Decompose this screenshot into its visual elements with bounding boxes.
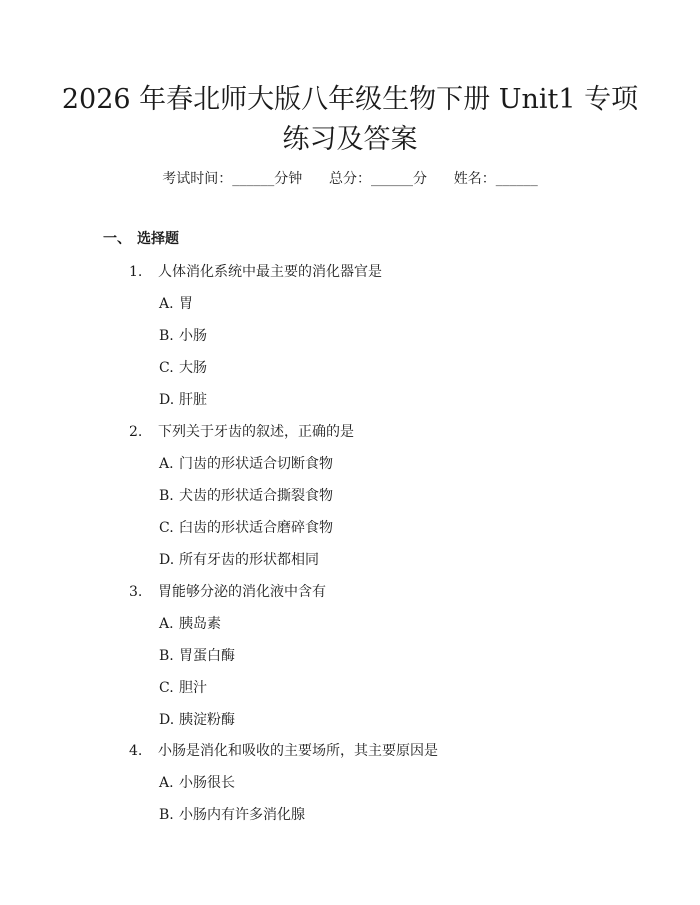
option-letter: C.: [159, 360, 174, 376]
option-text: 胃: [179, 296, 193, 312]
option-2a: [159, 453, 333, 473]
option-text: 门齿的形状适合切断食物: [179, 456, 333, 472]
question-text: 下列关于牙齿的叙述，正确的是: [158, 424, 354, 440]
option-text: 小肠很长: [179, 775, 235, 791]
option-4a: [159, 772, 235, 792]
question-number: 2.: [129, 424, 143, 440]
option-letter: A.: [159, 456, 174, 472]
option-4b: [159, 804, 305, 824]
option-text: 肝脏: [179, 392, 207, 408]
question-number: 4.: [129, 743, 143, 759]
option-text: 胰岛素: [179, 616, 221, 632]
option-letter: C.: [159, 680, 174, 696]
question-2: [129, 421, 354, 441]
option-letter: D.: [159, 712, 175, 728]
option-letter: B.: [159, 807, 174, 823]
option-letter: A.: [159, 296, 174, 312]
option-1d: [159, 389, 207, 409]
option-letter: C.: [159, 520, 174, 536]
option-letter: A.: [159, 775, 174, 791]
option-letter: B.: [159, 648, 174, 664]
exam-meta-line: 考试时间：______分钟 总分：______分 姓名：______: [162, 171, 538, 187]
section-heading: [103, 228, 179, 248]
option-text: 犬齿的形状适合撕裂食物: [179, 488, 333, 504]
option-text: 胆汁: [179, 680, 207, 696]
question-text: 小肠是消化和吸收的主要场所，其主要原因是: [158, 743, 438, 759]
option-letter: A.: [159, 616, 174, 632]
option-text: 胰淀粉酶: [179, 712, 235, 728]
section-label: 选择题: [137, 231, 179, 247]
option-1b: [159, 325, 207, 345]
option-2b: [159, 485, 333, 505]
option-3d: [159, 709, 235, 729]
option-3a: [159, 613, 221, 633]
question-number: 1.: [129, 264, 143, 280]
option-text: 臼齿的形状适合磨碎食物: [179, 520, 333, 536]
option-2d: [159, 549, 319, 569]
question-text: 胃能够分泌的消化液中含有: [158, 584, 326, 600]
option-text: 大肠: [179, 360, 207, 376]
option-text: 小肠内有许多消化腺: [179, 807, 305, 823]
option-3c: [159, 677, 207, 697]
option-1c: [159, 357, 207, 377]
section-number: 一、: [103, 231, 131, 247]
option-2c: [159, 517, 333, 537]
document-title: 2026 年春北师大版八年级生物下册 Unit1 专项练习及答案: [61, 84, 639, 155]
question-4: [129, 740, 438, 760]
question-3: [129, 581, 326, 601]
option-letter: D.: [159, 552, 175, 568]
option-text: 胃蛋白酶: [179, 648, 235, 664]
question-text: 人体消化系统中最主要的消化器官是: [158, 264, 382, 280]
option-text: 所有牙齿的形状都相同: [179, 552, 319, 568]
question-number: 3.: [129, 584, 143, 600]
option-text: 小肠: [179, 328, 207, 344]
option-letter: B.: [159, 488, 174, 504]
option-letter: B.: [159, 328, 174, 344]
option-1a: [159, 293, 193, 313]
question-1: [129, 261, 382, 281]
option-3b: [159, 645, 235, 665]
option-letter: D.: [159, 392, 175, 408]
